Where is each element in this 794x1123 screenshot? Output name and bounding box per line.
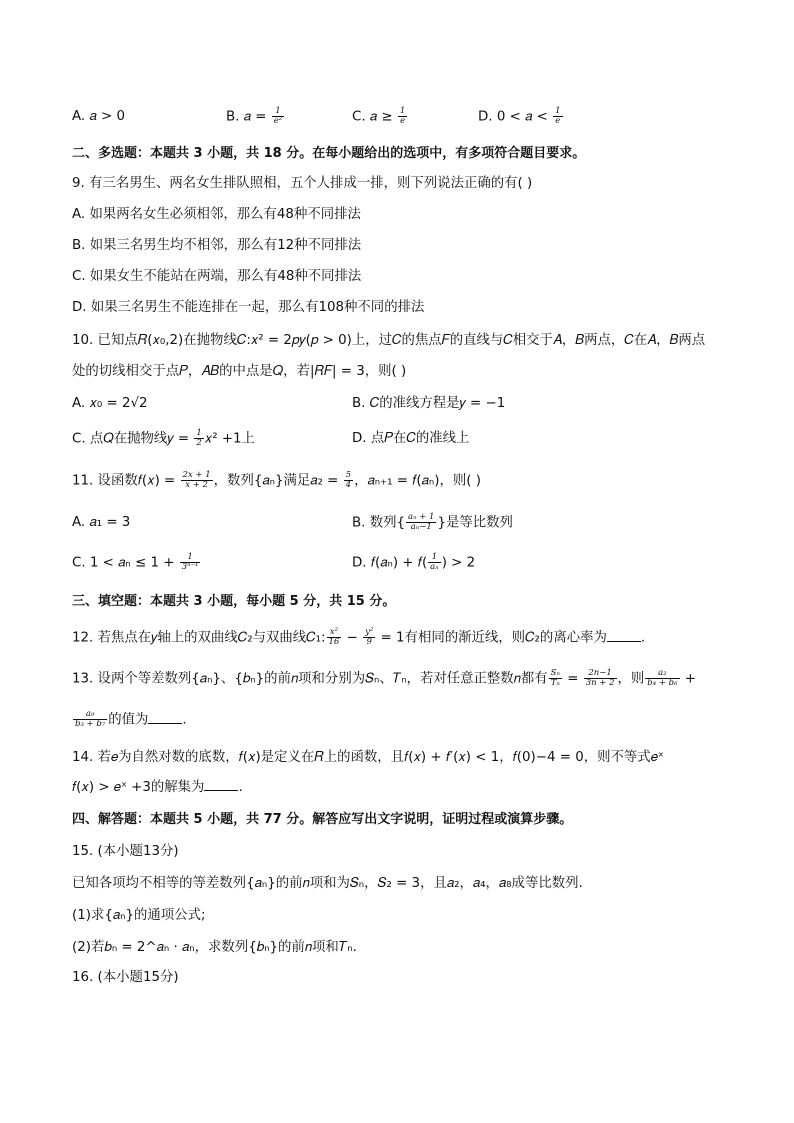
q11-d-den: 𝑎ₙ [430, 562, 439, 572]
q11-option-a: A. 𝑎₁ = 3 [72, 515, 131, 530]
q11-option-b [352, 513, 513, 534]
q10-stem-line1: 10. 已知点𝑅(𝑥₀,2)在抛物线𝐶:𝑥² = 2𝑝𝑦(𝑝 > 0)上，过𝐶的焦点𝐹的直线与𝐶相交于𝐴，𝐵两点，𝐶在𝐴，𝐵两点 [72, 333, 706, 348]
q11-a2-fraction [344, 471, 353, 490]
q12-x-num: 𝑥² [329, 627, 339, 637]
q11-a2-num: 5 [345, 470, 352, 480]
q10-stem-line2: 处的切线相交于点𝑃，𝐴𝐵的中点是𝑄，若|𝑅𝐹| = 3，则( ) [72, 364, 407, 379]
q12-minus: − [342, 630, 363, 646]
q16-header: 16. (本小题15分) [72, 970, 179, 985]
q12-fraction-x [327, 628, 342, 647]
section-heading-solution: 四、解答题：本题共 5 小题，共 77 分。解答应写出文字说明，证明过程或演算步骤。 [72, 812, 573, 827]
q11-stem-mid: ，数列{𝑎ₙ}满足𝑎₂ = [213, 473, 343, 489]
q11-d-fraction [428, 553, 441, 572]
q8-d-prefix: D. 0 < 𝑎 < [478, 109, 553, 125]
q10-option-b: B. 𝐶的准线方程是𝑦 = −1 [352, 396, 506, 411]
section-heading-multiple-choice: 二、多选题：本题共 3 小题，共 18 分。在每小题给出的选项中，有多项符合题目要求。 [72, 146, 586, 161]
q13-a9-den: 𝑏₃ + 𝑏₇ [75, 719, 106, 729]
q9-option-b: B. 如果三名男生均不相邻，那么有12种不同排法 [72, 238, 362, 253]
q11-d-suffix: ) > 2 [441, 555, 476, 571]
q13-a2-num: 𝑎₂ [658, 668, 667, 678]
q13-n-num: 2𝑛−1 [588, 668, 612, 678]
q13-fraction-a9 [73, 710, 107, 729]
q8-c-num: 1 [399, 106, 406, 116]
q9-option-d: D. 如果三名男生不能连排在一起，那么有108种不同的排法 [72, 300, 425, 315]
q14-line2-prefix: 𝑓(𝑥) > 𝑒ˣ +3的解集为 [72, 780, 205, 795]
q11-c-fraction [180, 553, 201, 572]
q13-suffix: 的值为 [108, 712, 149, 728]
q10-c-prefix: C. 点𝑄在抛物线𝑦 = [72, 431, 194, 447]
q13-a9-num: 𝑎₉ [85, 709, 95, 719]
q11-b-prefix: B. 数列{ [352, 515, 406, 531]
q10-c-num: 1 [196, 428, 202, 438]
q11-a2-den: 4 [345, 480, 352, 490]
q8-b-den: e² [273, 116, 283, 126]
q8-b-prefix: B. 𝑎 = [226, 109, 271, 125]
q8-option-b [226, 107, 285, 128]
q15-part1: (1)求{𝑎ₙ}的通项公式; [72, 908, 206, 923]
q10-option-d: D. 点𝑃在𝐶的准线上 [352, 431, 470, 446]
q12-suffix: = 1有相同的渐近线，则𝐶₂的离心率为 [376, 630, 607, 646]
q14-answer-blank [204, 778, 238, 791]
q11-c-den: 3ⁿ⁻¹ [181, 562, 199, 572]
q13-plus: + [680, 671, 697, 687]
q13-a2-den: 𝑏₄ + 𝑏₆ [647, 678, 678, 688]
q13-st-num: 𝑆ₙ [550, 668, 560, 678]
q13-st-den: 𝑇ₙ [549, 678, 562, 688]
q12-stem [72, 628, 734, 649]
q8-d-num: 1 [555, 106, 561, 116]
q13-mid: ，则 [617, 671, 645, 687]
q11-fn-den: 𝑥 + 2 [181, 480, 213, 490]
q11-stem-prefix: 11. 设函数𝑓(𝑥) = [72, 473, 180, 489]
section-heading-fill-in: 三、填空题：本题共 3 小题，每小题 5 分，共 15 分。 [72, 594, 396, 609]
q15-part2: (2)若𝑏ₙ = 2^𝑎ₙ · 𝑎ₙ，求数列{𝑏ₙ}的前𝑛项和𝑇ₙ. [72, 940, 357, 955]
q9-stem: 9. 有三名男生、两名女生排队照相，五个人排成一排，则下列说法正确的有( ) [72, 176, 533, 191]
q8-d-fraction [553, 107, 562, 126]
q12-y-den: 9 [363, 637, 375, 647]
q11-d-prefix: D. 𝑓(𝑎ₙ) + 𝑓( [352, 555, 428, 571]
q10-option-c [72, 429, 255, 450]
q11-option-d [352, 553, 475, 574]
q13-n-den: 3𝑛 + 2 [585, 678, 615, 688]
q8-option-a [72, 107, 125, 127]
q10-c-den: 2 [196, 438, 202, 448]
q13-prefix: 13. 设两个等差数列{𝑎ₙ}、{𝑏ₙ}的前𝑛项和分别为𝑆ₙ、𝑇ₙ，若对任意正整数𝑛都有 [72, 671, 548, 687]
q12-end: . [640, 630, 646, 646]
q8-option-c [352, 107, 408, 128]
q13-end: . [182, 712, 187, 728]
q11-b-num: 𝑎ₙ + 1 [408, 512, 435, 522]
q11-c-num: 1 [187, 552, 193, 562]
q8-option-a-text: A. 𝑎 > 0 [72, 109, 125, 124]
q14-stem-line1: 14. 若𝑒为自然对数的底数，𝑓(𝑥)是定义在𝑅上的函数，且𝑓(𝑥) + 𝑓′(𝑥) < 1，𝑓(0)−4 = 0，则不等式𝑒ˣ [72, 750, 664, 765]
q11-fn-num: 2𝑥 + 1 [182, 470, 211, 480]
q12-fraction-y [363, 628, 375, 647]
q12-prefix: 12. 若焦点在𝑦轴上的双曲线𝐶₂与双曲线𝐶₁: [72, 630, 326, 646]
q9-option-c: C. 如果女生不能站在两端，那么有48种不同排法 [72, 269, 362, 284]
q8-b-fraction [272, 107, 284, 126]
q11-option-c [72, 553, 201, 574]
q8-option-d [478, 107, 564, 128]
q8-c-den: e [398, 116, 407, 126]
q10-option-a: A. 𝑥₀ = 2√2 [72, 396, 148, 411]
q8-d-den: e [553, 116, 562, 126]
q14-stem-line2 [72, 778, 734, 798]
q9-option-a: A. 如果两名女生必须相邻，那么有48种不同排法 [72, 207, 361, 222]
q8-b-num: 1 [275, 106, 281, 116]
q11-b-suffix: }是等比数列 [437, 515, 513, 531]
q13-stem-line1 [72, 669, 734, 690]
q13-fraction-st [549, 669, 562, 688]
q10-c-fraction [194, 429, 203, 448]
q13-eq: = [562, 671, 583, 687]
q13-fraction-n [584, 669, 617, 688]
q11-stem [72, 471, 734, 492]
q14-end: . [238, 780, 243, 795]
q13-fraction-a2 [645, 669, 679, 688]
q8-c-fraction [398, 107, 407, 126]
q10-c-suffix: 𝑥² +1上 [204, 431, 255, 447]
q13-answer-blank [148, 711, 182, 724]
q15-header: 15. (本小题13分) [72, 844, 179, 859]
q13-stem-line2 [72, 710, 734, 731]
q11-b-fraction [406, 513, 436, 532]
q11-c-prefix: C. 1 < 𝑎ₙ ≤ 1 + [72, 555, 179, 571]
q12-answer-blank [607, 629, 641, 642]
q12-x-den: 16 [328, 637, 340, 647]
q15-stem: 已知各项均不相等的等差数列{𝑎ₙ}的前𝑛项和为𝑆ₙ，𝑆₂ = 3，且𝑎₂，𝑎₄，𝑎₈成等比数列. [72, 876, 583, 891]
q11-fn-fraction [181, 471, 213, 490]
q11-b-den: 𝑎ₙ−1 [406, 522, 436, 532]
q8-c-prefix: C. 𝑎 ≥ [352, 109, 397, 125]
q11-d-num: 1 [431, 552, 438, 562]
q12-y-num: 𝑦² [365, 627, 374, 637]
q11-stem-suffix: ，𝑎ₙ₊₁ = 𝑓(𝑎ₙ)，则( ) [354, 473, 481, 489]
